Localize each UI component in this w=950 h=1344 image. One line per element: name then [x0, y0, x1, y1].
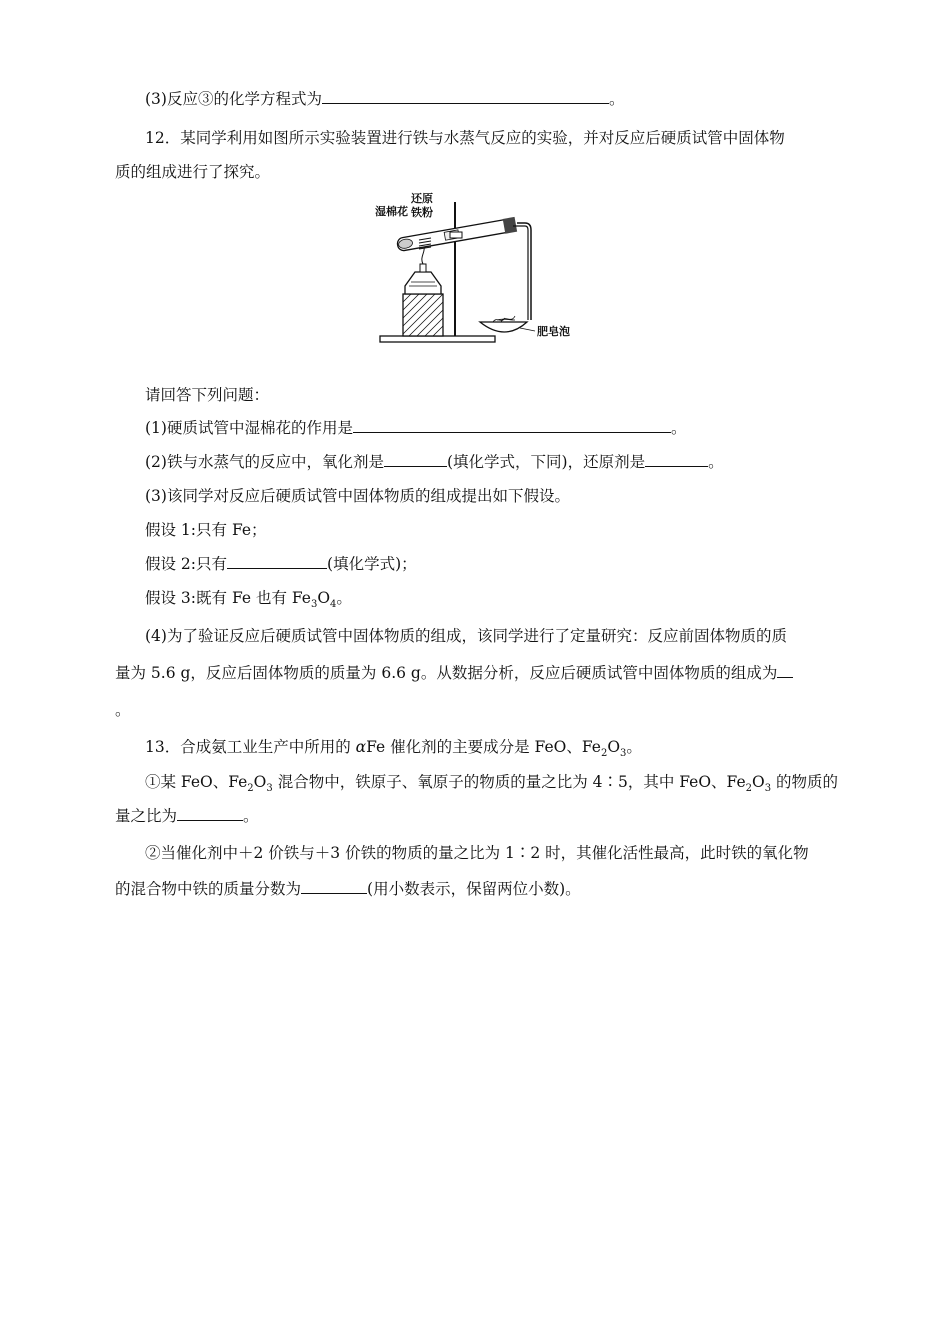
q12-sub3: (3)该同学对反应后硬质试管中固体物质的组成提出如下假设。	[145, 487, 570, 505]
label-soap-bubbles: 肥皂泡	[537, 325, 570, 338]
answer-blank[interactable]	[227, 554, 327, 569]
q12-sub4-line3: 。	[115, 701, 131, 719]
answer-blank[interactable]	[777, 663, 793, 678]
answer-blank[interactable]	[177, 806, 243, 821]
q13-part1-line2: 量之比为 。	[115, 807, 259, 825]
q12-sub2: (2)铁与水蒸气的反应中，氧化剂是 (填化学式，下同)，还原剂是 。	[145, 453, 724, 471]
q12-hypothesis2: 假设 2:只有 (填化学式)；	[145, 555, 417, 573]
q12-hypothesis3: 假设 3:既有 Fe 也有 $Fe_3O_4$。	[145, 589, 352, 611]
answer-blank[interactable]	[353, 418, 671, 433]
answer-blank[interactable]	[301, 879, 367, 894]
q13-stem: 13．合成氨工业生产中所用的 αFe 催化剂的主要成分是 FeO、$Fe_2O_3$。	[145, 738, 642, 760]
q12-prompt: 请回答下列问题：	[145, 386, 270, 404]
answer-blank-oxidant[interactable]	[384, 452, 447, 467]
label-iron-powder-1: 还原	[411, 192, 433, 205]
q12-stem-line2: 质的组成进行了探究。	[115, 163, 271, 181]
q12-stem-line1: 12．某同学利用如图所示实验装置进行铁与水蒸气反应的实验，并对反应后硬质试管中固体物	[145, 129, 785, 147]
label-wet-cotton: 湿棉花	[375, 205, 408, 218]
q11-part3: (3)反应③的化学方程式为 。	[145, 90, 625, 108]
label-iron-powder-2: 铁粉	[411, 206, 433, 219]
q12-hypothesis1: 假设 1:只有 Fe；	[145, 521, 267, 539]
q12-sub4-line1: (4)为了验证反应后硬质试管中固体物质的组成，该同学进行了定量研究：反应前固体物质的质	[145, 627, 787, 645]
answer-blank-reductant[interactable]	[645, 452, 708, 467]
q13-part2-line2: 的混合物中铁的质量分数为 (用小数表示，保留两位小数)。	[115, 880, 581, 898]
q12-sub4-line2: 量为 5.6 g，反应后固体物质的质量为 6.6 g。从数据分析，反应后硬质试管中固体物质的组成为	[115, 663, 793, 683]
apparatus-figure	[375, 190, 590, 348]
q12-sub1: (1)硬质试管中湿棉花的作用是 。	[145, 419, 687, 437]
answer-blank[interactable]	[322, 89, 609, 104]
q13-part1-line1: ①某 FeO、$Fe_2O_3$ 混合物中，铁原子、氧原子的物质的量之比为 4∶5，其中 FeO、$Fe_2O_3$ 的物质的	[145, 773, 839, 795]
q13-part2-line1: ②当催化剂中＋2 价铁与＋3 价铁的物质的量之比为 1∶2 时，其催化活性最高，此时铁的氧化物	[145, 844, 809, 862]
q11-part3-text: (3)反应③的化学方程式为	[145, 90, 322, 108]
